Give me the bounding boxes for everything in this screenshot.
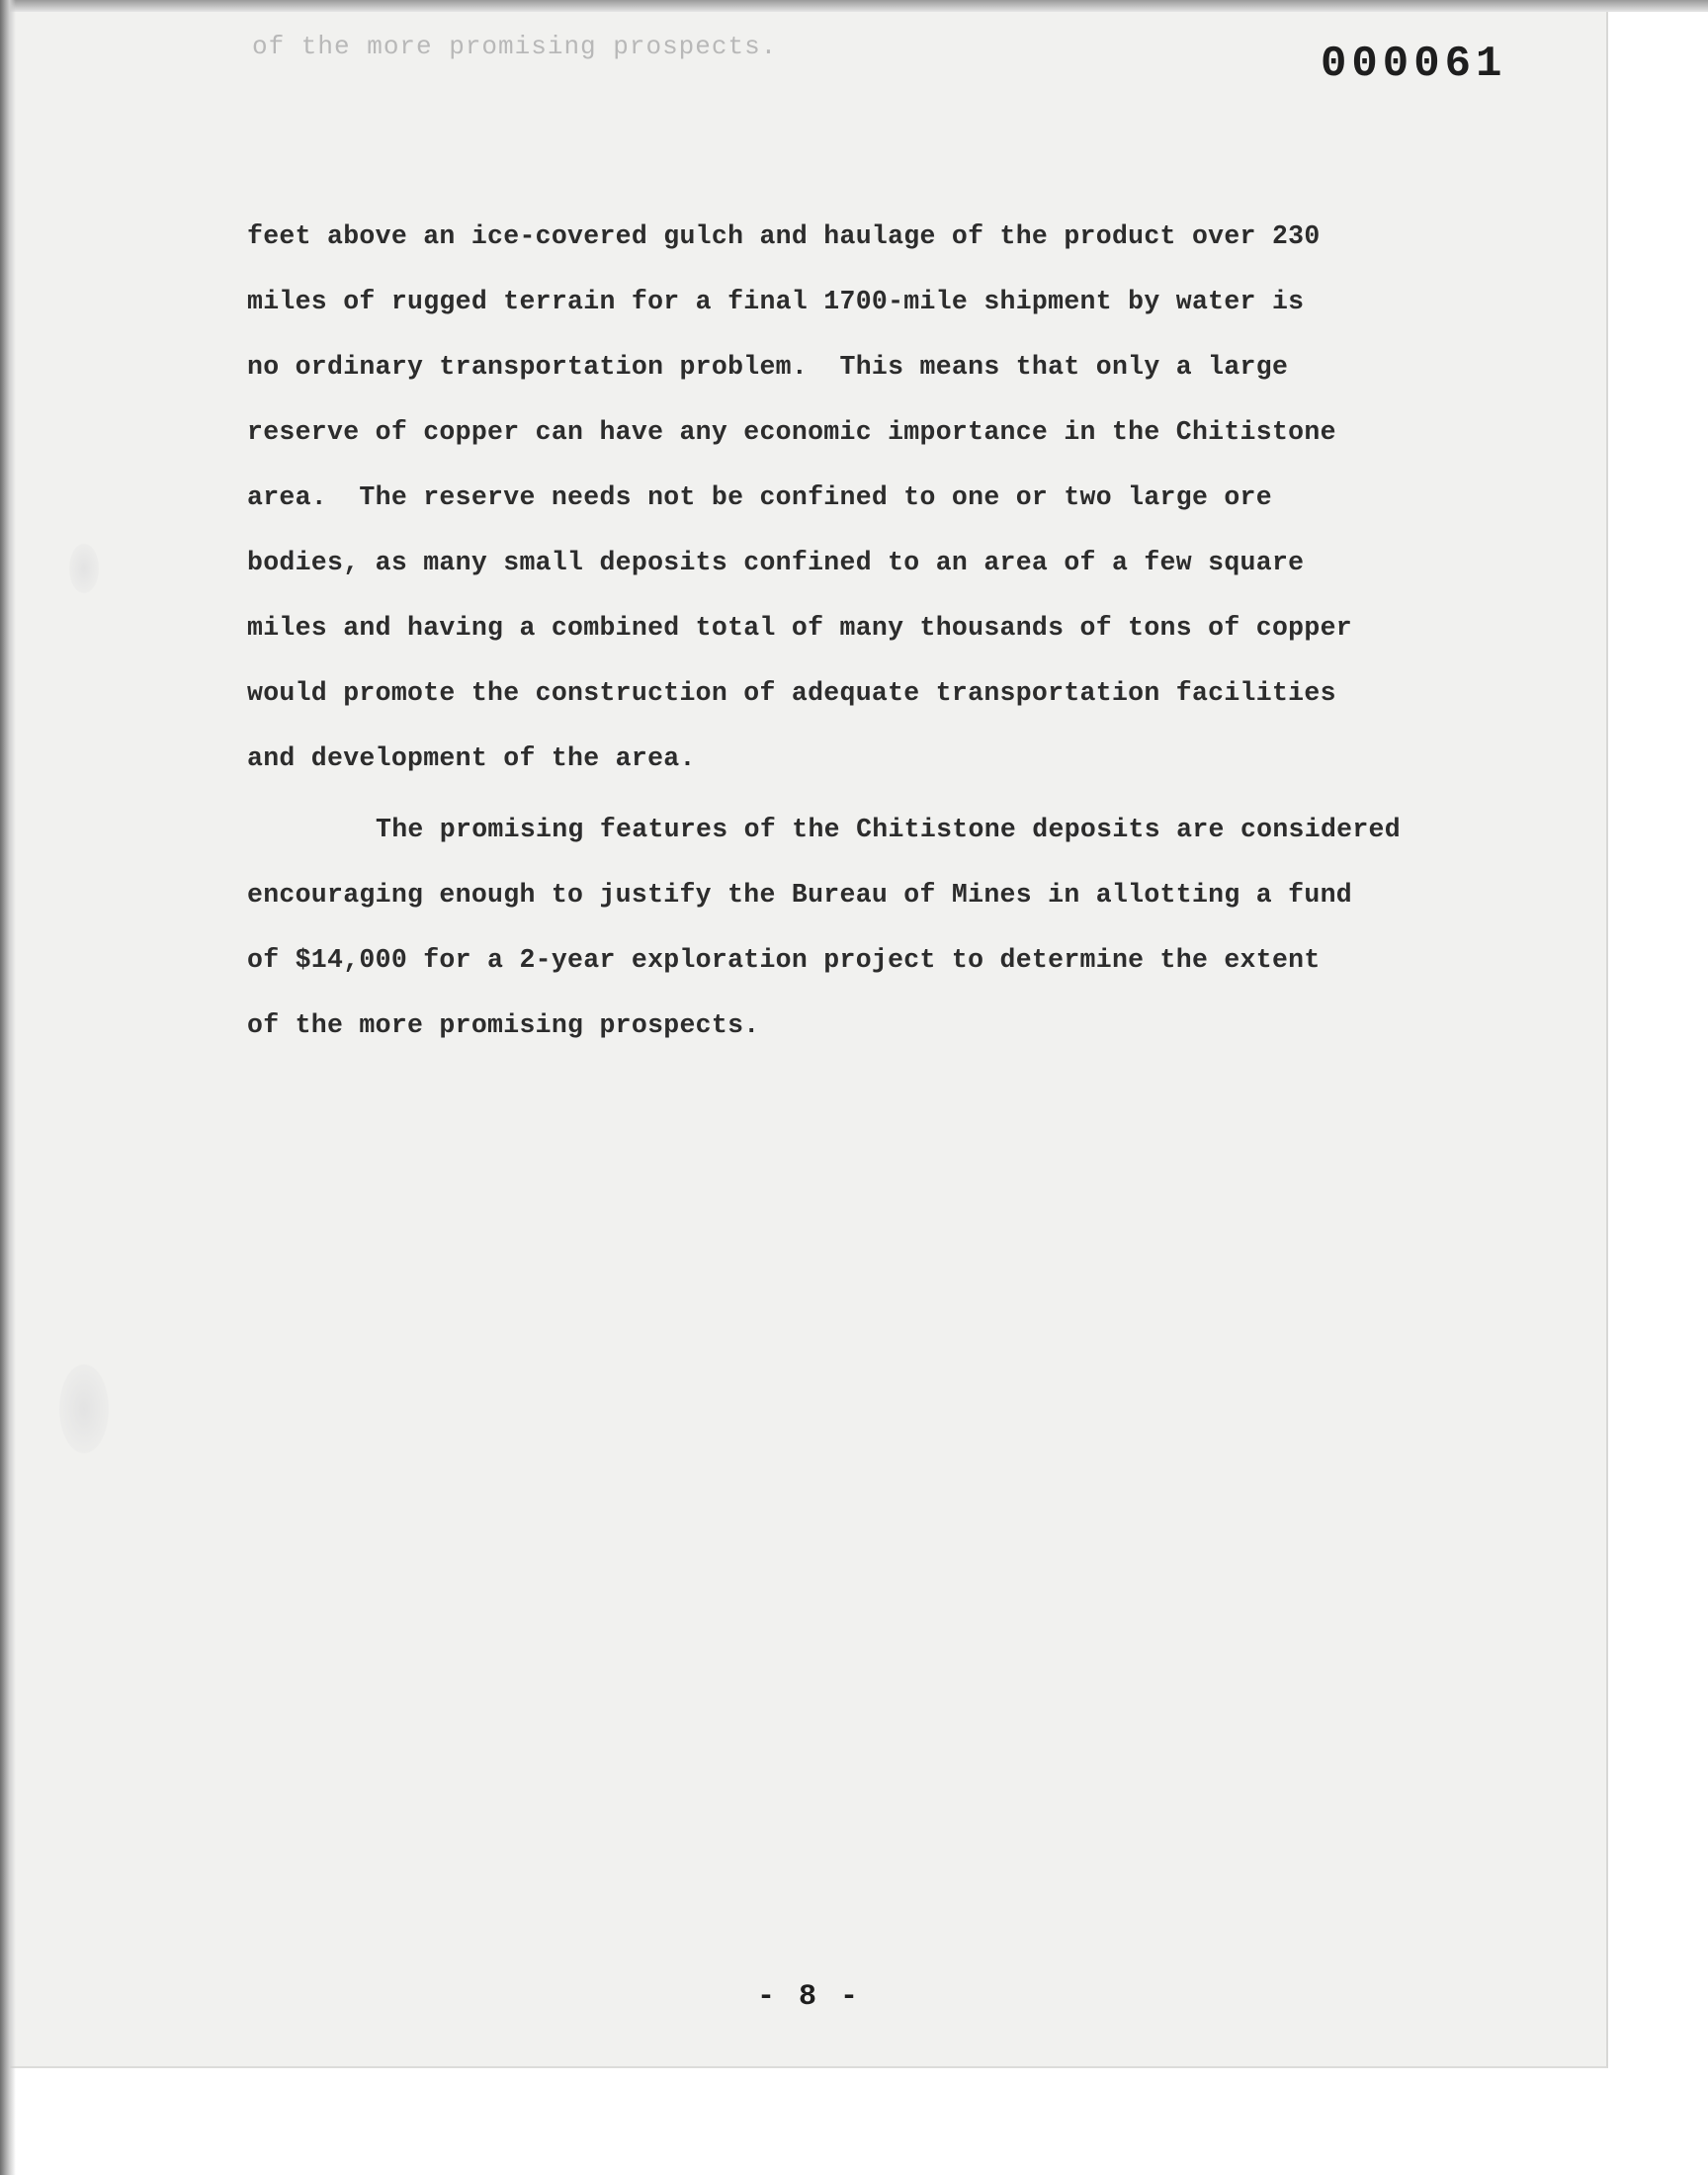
text-line: area. The reserve needs not be confined to one or two large ore (247, 482, 1272, 512)
text-line: miles and having a combined total of many thousands of tons of copper (247, 613, 1352, 643)
text-line: reserve of copper can have any economic importance in the Chitistone (247, 417, 1336, 447)
text-line: of $14,000 for a 2-year exploration project to determine the extent (247, 945, 1321, 975)
text-line: of the more promising prospects. (247, 1010, 760, 1040)
text-line: feet above an ice-covered gulch and haulage of the product over 230 (247, 221, 1321, 251)
paper-smudge (59, 1364, 109, 1453)
text-line: encouraging enough to justify the Bureau of Mines in allotting a fund (247, 880, 1352, 910)
text-line: no ordinary transportation problem. This means that only a large (247, 352, 1289, 382)
show-through-text: of the more promising prospects. (252, 32, 778, 61)
text-line: miles of rugged terrain for a final 1700-mile shipment by water is (247, 287, 1305, 316)
paper-smudge (69, 544, 99, 593)
paragraph-first-line: The promising features of the Chitistone deposits are considered (376, 815, 1401, 844)
document-number: 000061 (1321, 40, 1507, 89)
text-line: bodies, as many small deposits confined to an area of a few square (247, 548, 1305, 577)
text-line: would promote the construction of adequate transportation facilities (247, 678, 1336, 708)
scan-left-edge (0, 0, 16, 2175)
page-number: - 8 - (757, 1980, 862, 2014)
text-line: and development of the area. (247, 743, 696, 773)
scan-top-edge (0, 0, 1708, 12)
